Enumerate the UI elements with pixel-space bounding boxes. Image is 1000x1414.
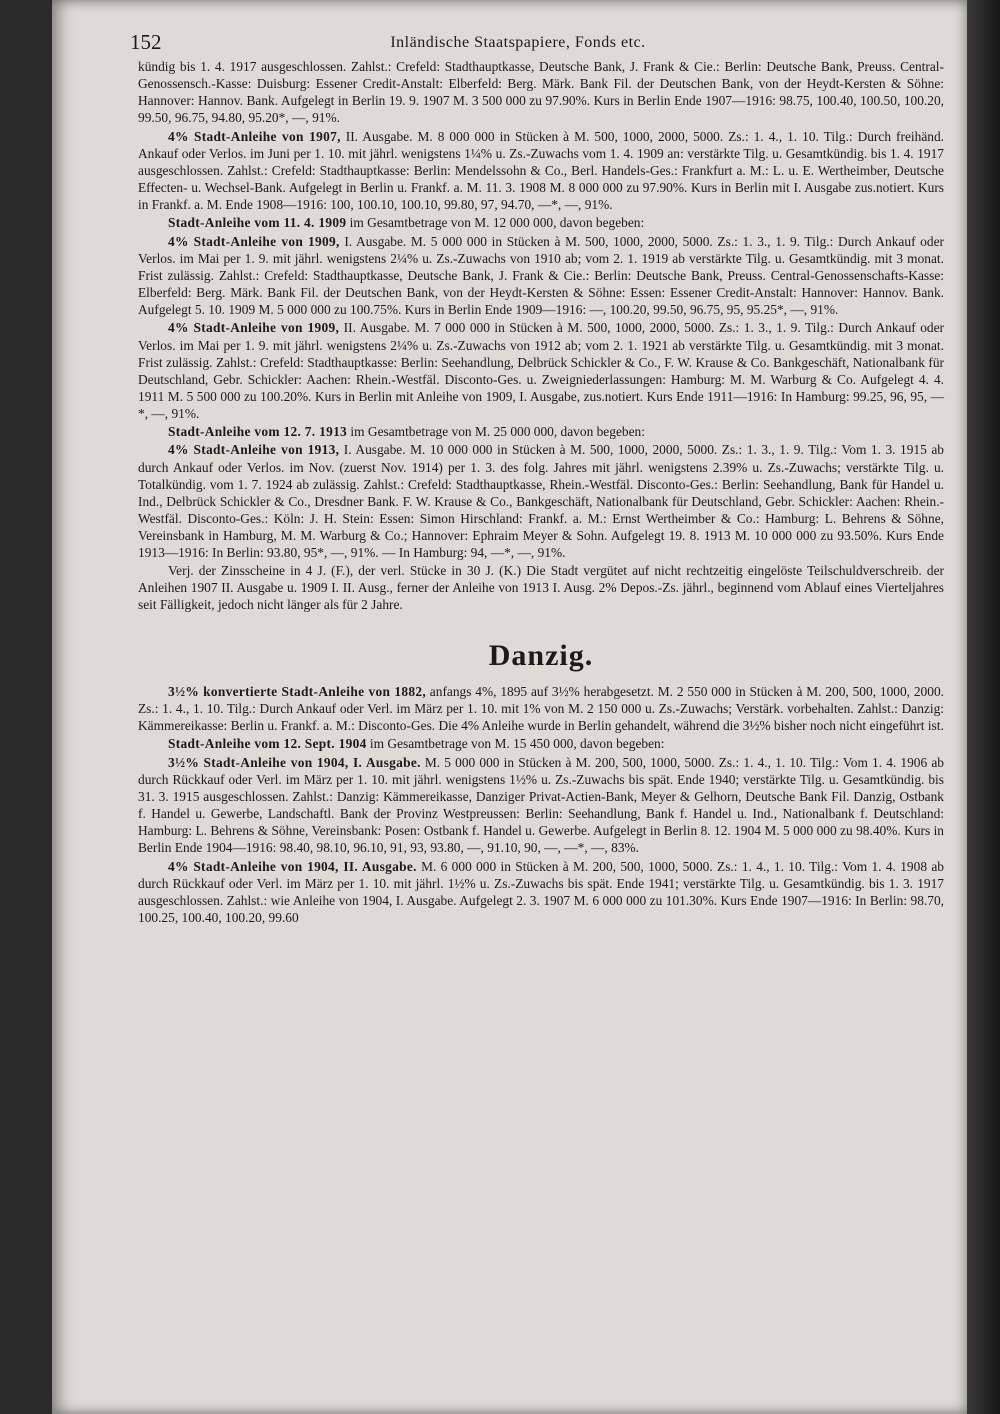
entry-text: II. Ausgabe. M. 8 000 000 in Stücken à M. 500, 1000, 2000, 5000. Zs.: 1. 4., 1. 10. Tilg.: Durch freihänd. Ankauf oder Verlos. im Juni per 1. 10. mit jährl. wenigstens 1¼% u. Zs.-Zuwachs vom 1. 4. 1909 an: verstärkte Tilg. u. Gesamtkündig. bis 1. 4. 1917 ausgeschlossen. Zahlst.: Crefeld: Stadthauptkasse: Berlin: Mendelssohn & Co., Berl. Handels-Ges.: Frankfurt a. M.: L. u. E. Wertheimber, Deutsche Effecten- u. Wechsel-Bank. Aufgelegt in Berlin u. Frankf. a. M. 11. 3. 1908 M. 8 000 000 zu 97.90%. Kurs in Berlin mit I. Ausgabe zus.notiert. Kurs in Frankf. a. M. Ende 1908—1916: 100, 100.10, 100.10, 99.80, 97, 94.70, —*, —, 91%. bbox=[138, 128, 944, 213]
entries-block-2 bbox=[138, 683, 944, 926]
entries-block-1 bbox=[138, 58, 944, 613]
entry-heading: 3½% Stadt-Anleihe von 1904, I. Ausgabe. bbox=[168, 754, 421, 770]
paragraph bbox=[138, 233, 944, 319]
entry-heading: Stadt-Anleihe vom 11. 4. 1909 bbox=[168, 215, 347, 231]
running-title: Inländische Staatspapiere, Fonds etc. bbox=[390, 34, 646, 51]
entry-text: im Gesamtbetrage von M. 12 000 000, davon begeben: bbox=[346, 215, 645, 231]
book-edge bbox=[967, 0, 1000, 1414]
entry-heading: 4% Stadt-Anleihe von 1907, bbox=[168, 128, 341, 144]
entry-text: anfangs 4%, 1895 auf 3½% herabgesetzt. M. 2 550 000 in Stücken à M. 200, 500, 1000, 2000. Zs.: 1. 4., 1. 10. Tilg.: Durch Ankauf oder Verl. im März per 1. 10. mit 1% von M. 2 150 000 u. Zs.-Zuwachs; Verstärk. vorbehalten. Zahlst.: Danzig: Kämmereikasse: Berlin u. Frankf. a. M.: Disconto-Ges. Die 4% Anleihe wurde in Berlin gehandelt, während die 3½% bisher noch nicht eingeführt ist. bbox=[138, 684, 944, 734]
entry-text: I. Ausgabe. M. 10 000 000 in Stücken à M. 500, 1000, 2000, 5000. Zs.: 1. 3., 1. 9. Tilg.: Vom 1. 3. 1915 ab durch Ankauf oder Verlos. im Nov. (zuerst Nov. 1914) per 1. 3. des folg. Jahres mit jährl. wenigstens 2.39% u. Zs.-Zuwachs; verstärkte Tilg. u. Totalkündig. vom 1. 7. 1924 ab zulässig. Zahlst.: Crefeld: Stadthauptkasse, Rhein.-Westfäl. Disconto-Ges.: Berlin: Seehandlung, Bank für Handel u. Ind., Delbrück Schickler & Co., Dresdner Bank. F. W. Krause & Co., Bankgeschäft, Nationalbank für Deutschland, Gebr. Schickler: Aachen: Rhein.-Westfäl. Disconto-Ges.: Köln: J. H. Stein: Essen: Simon Hirschland: Frankf. a. M.: Ernst Wertheimber & Co.: Hamburg: L. Behrens & Söhne, Vereinsbank in Hamburg, M. M. Warburg & Co.; Hannover: Ephraim Meyer & Sohn. Aufgelegt 19. 8. 1913 M. 10 000 000 zu 93.50%. Kurs Ende 1913—1916: In Berlin: 93.80, 95*, —, 91%. — In Hamburg: 94, —*, —, 91%. bbox=[138, 442, 944, 561]
paragraph: Verj. der Zinsscheine in 4 J. (F.), der verl. Stücke in 30 J. (K.) Die Stadt vergütet auf nicht rechtzeitig eingelöste Teilschuldverschreib. der Anleihen 1907 II. Ausgabe u. 1909 I. II. Ausg., ferner der Anleihe von 1913 I. Ausg. 2% Depos.-Zs. jährl., beginnend vom Ablauf eines Vierteljahres seit Fälligkeit, jedoch nicht länger als für 2 Jahre. bbox=[138, 562, 944, 612]
entry-text: I. Ausgabe. M. 5 000 000 in Stücken à M. 500, 1000, 2000, 5000. Zs.: 1. 3., 1. 9. Tilg.: Durch Ankauf oder Verlos. im Mai per 1. 9. mit jährl. wenigstens 2¼% u. Zs.-Zuwachs von 1910 ab; vom 2. 1. 1919 ab verstärkte Tilg. u. Gesamtkündig. mit 3 monat. Frist zulässig. Zahlst.: Crefeld: Stadthauptkasse, Deutsche Bank, J. Frank & Cie.: Berlin: Deutsche Bank, Preuss. Central-Genossenschafts-Kasse: Elberfeld: Berg. Märk. Bank Fil. der Deutschen Bank, von der Heydt-Kersten & Söhne: Essen: Essener Credit-Anstalt: Hannover: Hannov. Bank. Aufgelegt 5. 10. 1909 M. 5 000 000 zu 100.75%. Kurs in Berlin Ende 1909—1916: —, 100.20, 99.50, 96.75, 95, 95.25*, —, 91%. bbox=[138, 233, 944, 318]
page-content bbox=[88, 30, 948, 926]
entry-text: M. 5 000 000 in Stücken à M. 200, 500, 1000, 5000. Zs.: 1. 4., 1. 10. Tilg.: Vom 1. 4. 1906 ab durch Rückkauf oder Verl. im März per 1. 10. mit jährl. wenigstens 1½% u. Zs.-Zuwachs bis spät. Ende 1940; verstärkte Tilg. u. Gesamtkündig. bis 31. 3. 1915 ausgeschlossen. Zahlst.: Danzig: Kämmereikasse, Danziger Privat-Actien-Bank, Meyer & Gelhorn, Deutsche Bank Fil. Danzig, Ostbank f. Handel u. Gewerbe, Landschaftl. Bank der Provinz Westpreussen: Berlin: Seehandlung, Bank f. Handel u. Ind., Nationalbank f. Deutschland: Hamburg: L. Behrens & Söhne, Vereinsbank: Posen: Ostbank f. Handel u. Gewerbe. Aufgelegt in Berlin 8. 12. 1904 M. 5 000 000 zu 98.40%. Kurs in Berlin Ende 1904—1916: 98.40, 98.10, 96.10, 91, 93, 93.80, —, 91.10, 90, —, —*, —, 83%. bbox=[138, 754, 944, 856]
paragraph bbox=[138, 214, 944, 231]
paragraph bbox=[138, 754, 944, 857]
paragraph: kündig bis 1. 4. 1917 ausgeschlossen. Zahlst.: Crefeld: Stadthauptkasse, Deutsche Bank, J. Frank & Cie.: Berlin: Deutsche Bank, Preuss. Central-Genossensch.-Kasse: Duisburg: Essener Credit-Anstalt: Elberfeld: Berg. Märk. Bank Fil. der Deutschen Bank, von der Heydt-Kersten & Söhne: Hannover: Hannov. Bank. Aufgelegt in Berlin 19. 9. 1907 M. 3 500 000 zu 97.90%. Kurs in Berlin Ende 1907—1916: 98.75, 100.40, 100.50, 100.20, 99.50, 96.75, 94.80, 95.20*, —, 91%. bbox=[138, 59, 944, 126]
paragraph bbox=[138, 683, 944, 734]
entry-heading: Stadt-Anleihe vom 12. 7. 1913 bbox=[168, 424, 348, 440]
entry-text: im Gesamtbetrage von M. 25 000 000, davon begeben: bbox=[347, 424, 645, 440]
entry-text: M. 6 000 000 in Stücken à M. 200, 500, 1000, 5000. Zs.: 1. 4., 1. 10. Tilg.: Vom 1. 4. 1908 ab durch Rückkauf oder Verl. im März per 1. 10. mit jährl. 1½% u. Zs.-Zuwachs bis spät. Ende 1941; verstärkte Tilg. u. Gesamtkündig. bis 1. 3. 1917 ausgeschlossen. Zahlst.: wie Anleihe von 1904, I. Ausgabe. Aufgelegt 2. 3. 1907 M. 6 000 000 zu 101.30%. Kurs Ende 1907—1916: In Berlin: 98.70, 100.25, 100.40, 100.20, 99.60 bbox=[138, 858, 944, 926]
paragraph bbox=[138, 441, 944, 561]
entry-heading: 4% Stadt-Anleihe von 1904, II. Ausgabe. bbox=[168, 858, 417, 874]
entry-heading: 4% Stadt-Anleihe von 1909, bbox=[168, 320, 340, 336]
entry-heading: Stadt-Anleihe vom 12. Sept. 1904 bbox=[168, 736, 367, 752]
section-heading: Danzig. bbox=[488, 639, 594, 672]
paragraph bbox=[138, 319, 944, 422]
paragraph bbox=[138, 423, 944, 440]
entry-heading: 4% Stadt-Anleihe von 1909, bbox=[168, 233, 340, 249]
page-header bbox=[88, 30, 948, 58]
entry-text: im Gesamtbetrage von M. 15 450 000, davon begeben: bbox=[366, 736, 665, 752]
entry-text: II. Ausgabe. M. 7 000 000 in Stücken à M. 500, 1000, 2000, 5000. Zs.: 1. 3., 1. 9. Tilg.: Durch Ankauf oder Verlos. im Mai per 1. 9. mit jährl. wenigstens 2¼% u. Zs.-Zuwachs von 1912 ab; vom 2. 1. 1921 ab verstärkte Tilg. u. Gesamtkündig. mit 3 monat. Frist zulässig. Zahlst.: Crefeld: Stadthauptkasse: Berlin: Seehandlung, Delbrück Schickler & Co., F. W. Krause & Co. Bankgeschäft, Nationalbank für Deutschland, Gebr. Schickler: Aachen: Rhein.-Westfäl. Disconto-Ges. u. Zweigniederlassungen: Hamburg: M. M. Warburg & Co. Aufgelegt 4. 4. 1911 M. 5 500 000 zu 100.20%. Kurs in Berlin mit Anleihe von 1909, I. Ausgabe, zus.notiert. Kurs Ende 1911—1916: In Hamburg: 99.25, 96, 95, —*, —, 91%. bbox=[138, 320, 944, 422]
page-number: 152 bbox=[130, 30, 162, 54]
entry-heading: 3½% konvertierte Stadt-Anleihe von 1882, bbox=[168, 684, 426, 699]
paragraph bbox=[138, 735, 944, 752]
entry-heading: 4% Stadt-Anleihe von 1913, bbox=[168, 442, 340, 458]
paragraph bbox=[138, 128, 944, 214]
paragraph bbox=[138, 858, 944, 927]
